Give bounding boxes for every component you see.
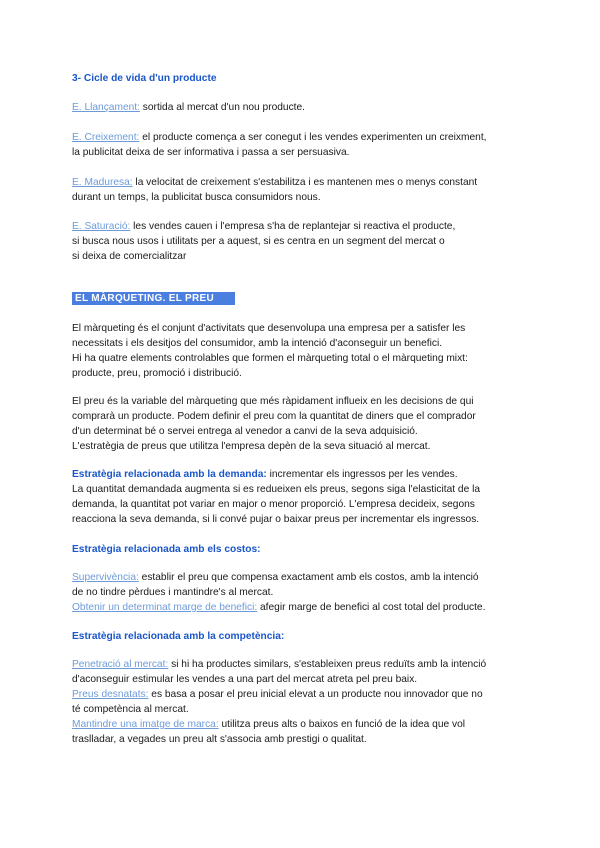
- cycle-title: [72, 71, 532, 86]
- term-link[interactable]: E. Llançament:: [72, 102, 140, 113]
- paragraph-line: comprarà un producte. Podem definir el preu com la quantitat de diners que el comprador: [72, 411, 476, 422]
- definition-text: el producte comença a ser conegut i les vendes experimenten un creixment,: [139, 132, 487, 143]
- definition-text: la publicitat deixa de ser informativa i passa a ser persuasiva.: [72, 147, 350, 158]
- term-link[interactable]: E. Maduresa:: [72, 177, 133, 188]
- subsection-title: Estratègia relacionada amb la demanda:: [72, 469, 267, 480]
- definition-text: si hi ha productes similars, s'estableixen preus reduïts amb la intenció: [168, 659, 487, 670]
- subsection-title: Estratègia relacionada amb els costos:: [72, 544, 261, 555]
- definition-text: de no tindre pèrdues i mantindre's al mercat.: [72, 587, 274, 598]
- paragraph-line: d'un determinat bé o servei entrega al venedor a canvi de la seva adquisició.: [72, 426, 418, 437]
- section-heading: EL MÀRQUETING. EL PREU: [75, 293, 215, 304]
- term-link[interactable]: Obtenir un determinat marge de benefici:: [72, 602, 258, 613]
- section-heading-bar: [72, 292, 235, 305]
- definition-text: afegir marge de benefici al cost total del producte.: [257, 602, 486, 613]
- cycle-item-growth: [72, 130, 532, 160]
- paragraph-line: demanda, la quantitat pot variar en major o menor proporció. L'empresa decideix, segons: [72, 499, 475, 510]
- paragraph-line: necessitats i els desitjos del consumidor, amb la intenció d'aconseguir un benefici.: [72, 338, 443, 349]
- paragraph-line: El màrqueting és el conjunt d'activitats que desenvolupa una empresa per a satisfer les: [72, 323, 466, 334]
- term-link[interactable]: Supervivència:: [72, 572, 139, 583]
- definition-text: utilitza preus alts o baixos en funció de la idea que vol: [218, 719, 466, 730]
- definition-text: les vendes cauen i l'empresa s'ha de replantejar si reactiva el producte,: [130, 221, 456, 232]
- marketing-paragraph-1: [72, 321, 532, 381]
- paragraph-line: incrementar els ingressos per les vendes.: [266, 469, 458, 480]
- definition-text: té competència al mercat.: [72, 704, 189, 715]
- cycle-item-saturation: [72, 219, 532, 264]
- paragraph-line: producte, preu, promoció i distribució.: [72, 368, 242, 379]
- definition-text: si busca nous usos i utilitats per a aquest, si es centra en un segment del mercat o: [72, 236, 445, 247]
- paragraph-line: La quantitat demandada augmenta si es redueixen els preus, segons siga l'elasticitat de la: [72, 484, 481, 495]
- term-link[interactable]: Preus desnatats:: [72, 689, 149, 700]
- paragraph-line: reacciona la seva demanda, si li convé pujar o baixar preus per incrementar els ingressos.: [72, 514, 480, 525]
- definition-text: sortida al mercat d'un nou producte.: [139, 102, 306, 113]
- demand-block: [72, 467, 532, 527]
- costs-items: [72, 570, 532, 615]
- definition-text: establir el preu que compensa exactament amb els costos, amb la intenció: [138, 572, 479, 583]
- definition-text: la velocitat de creixement s'estabilitza i es mantenen mes o menys constant: [132, 177, 478, 188]
- subsection-title: Estratègia relacionada amb la competència:: [72, 631, 285, 642]
- competition-items: [72, 657, 532, 747]
- marketing-paragraph-2: [72, 394, 532, 454]
- term-link[interactable]: Penetració al mercat:: [72, 659, 169, 670]
- cycle-item-maturity: [72, 175, 532, 205]
- paragraph-line: Hi ha quatre elements controlables que formen el màrqueting total o el màrqueting mixt:: [72, 353, 468, 364]
- costs-title-block: [72, 542, 532, 557]
- definition-text: durant un temps, la publicitat busca consumidors nous.: [72, 192, 321, 203]
- definition-text: es basa a posar el preu inicial elevat a un producte nou innovador que no: [148, 689, 483, 700]
- paragraph-line: L'estratègia de preus que utilitza l'empresa depèn de la seva situació al mercat.: [72, 441, 431, 452]
- definition-text: si deixa de comercialitzar: [72, 251, 187, 262]
- definition-text: d'aconseguir estimular les vendes a una part del mercat atreta pel preu baix.: [72, 674, 418, 685]
- paragraph-line: El preu és la variable del màrqueting que més ràpidament influeix en les decisions de qui: [72, 396, 474, 407]
- definition-text: traslladar, a vegades un preu alt s'associa amb prestigi o qualitat.: [72, 734, 367, 745]
- term-link[interactable]: E. Creixement:: [72, 132, 140, 143]
- section-title: 3- Cicle de vida d'un producte: [72, 73, 217, 84]
- term-link[interactable]: E. Saturació:: [72, 221, 131, 232]
- competition-title-block: [72, 629, 532, 644]
- cycle-item-launch: [72, 100, 532, 115]
- term-link[interactable]: Mantindre una imatge de marca:: [72, 719, 219, 730]
